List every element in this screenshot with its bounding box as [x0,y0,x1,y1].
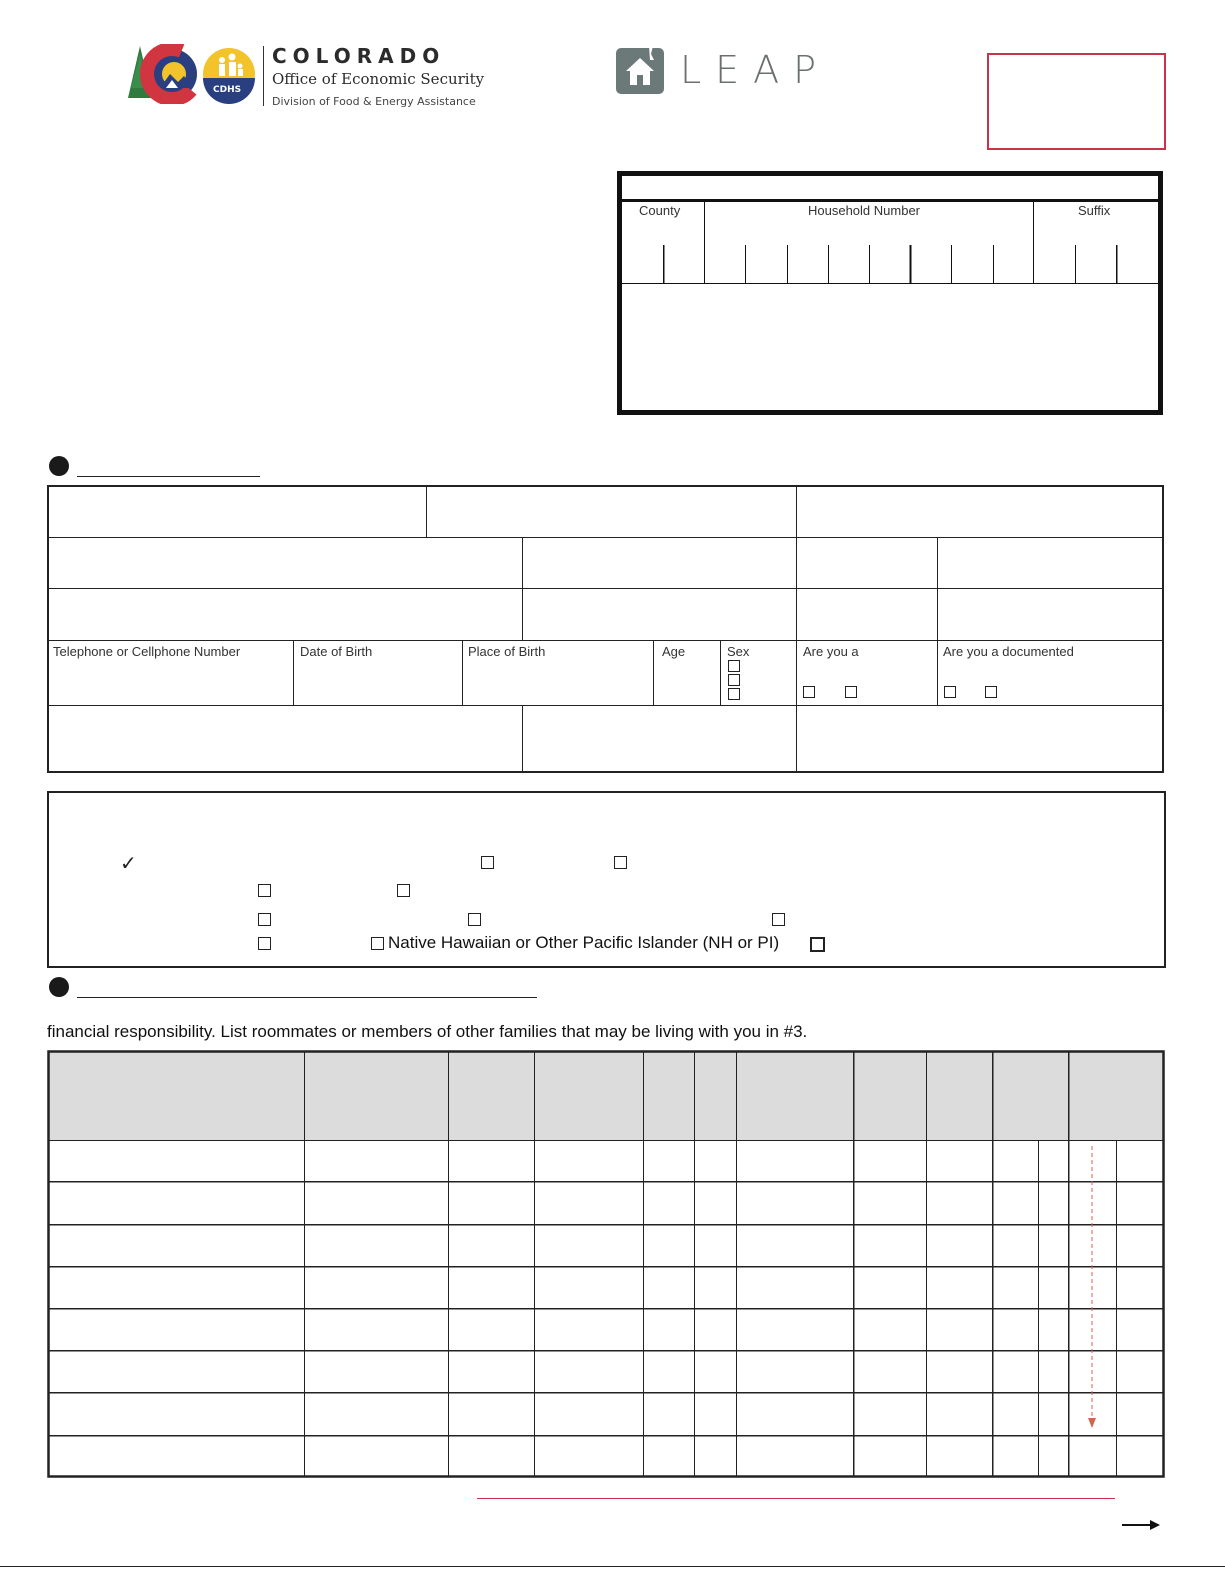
page-bottom-rule [0,1566,1225,1567]
org-title: COLORADO [272,44,446,68]
suffix-label: Suffix [1078,203,1111,218]
are-you-a-label: Are you a [803,644,859,659]
household-table-grid [47,1050,1165,1478]
ethnicity-race-box [47,791,1166,968]
household-intro-text: financial responsibility. List roommates or members of other families that may be living with you in #3. [47,1022,808,1041]
documented-yes-checkbox[interactable] [944,686,956,698]
race-checkbox-2[interactable] [397,884,410,897]
race-checkbox-3[interactable] [258,913,271,926]
documented-label: Are you a documented [943,644,1074,659]
sex-checkbox-2[interactable] [728,674,740,686]
org-division: Division of Food & Energy Assistance [272,95,476,108]
case-number-box [617,171,1163,415]
colorado-logo [126,44,266,104]
race-checkbox-4[interactable] [468,913,481,926]
footer-signature-line [477,1498,1115,1499]
sex-label: Sex [727,644,750,659]
household-number-label: Household Number [808,203,921,218]
cdhs-badge: CDHS [213,85,242,95]
phone-label: Telephone or Cellphone Number [53,644,241,659]
ethnicity-checkbox-1[interactable] [481,856,494,869]
logo-divider [263,46,264,106]
section-1-bullet [49,456,69,476]
ethnicity-checkbox-2[interactable] [614,856,627,869]
race-checkbox-6[interactable] [258,937,271,950]
next-page-arrow-icon [1122,1518,1162,1537]
sex-checkbox-3[interactable] [728,688,740,700]
org-subtitle: Office of Economic Security [272,70,485,88]
nhpi-checkbox-right[interactable] [810,937,825,952]
are-you-a-yes-checkbox[interactable] [803,686,815,698]
applicant-info-grid [47,485,1164,774]
leap-logo [615,46,667,96]
pob-label: Place of Birth [468,644,546,659]
are-you-a-no-checkbox[interactable] [845,686,857,698]
documented-no-checkbox[interactable] [985,686,997,698]
date-stamp-box [987,53,1166,150]
dob-label: Date of Birth [300,644,373,659]
household-members-table [47,1050,1165,1478]
applicant-grid-lines [47,485,1164,774]
age-label: Age [662,644,686,659]
race-checkbox-5[interactable] [772,913,785,926]
section-2-bullet [49,977,69,997]
section-1-heading-line [77,476,260,477]
colorado-c-icon [126,44,266,104]
check-mark-icon: ✓ [120,851,137,875]
section-2-heading-line [77,997,537,998]
race-checkbox-1[interactable] [258,884,271,897]
house-icon [615,46,667,96]
nhpi-checkbox[interactable] [371,937,384,950]
program-name: LEAP [680,48,831,92]
county-label: County [639,203,681,218]
nhpi-label: Native Hawaiian or Other Pacific Islander (NH or PI) [388,933,780,952]
sex-checkbox-1[interactable] [728,660,740,672]
